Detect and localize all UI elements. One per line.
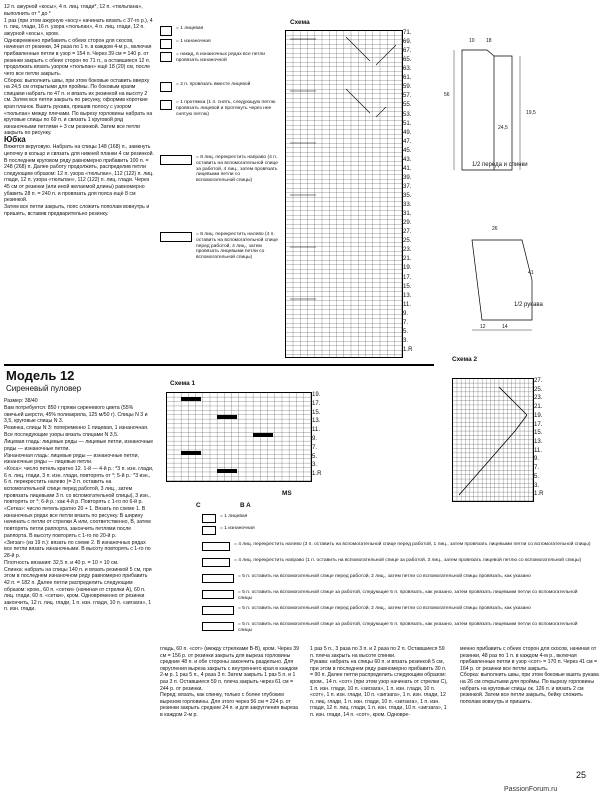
legend-text: = 4 лиц. перекрестить направо (1 п. оставить на вспомогательной спице за работой, 3 лиц., затем провязать лицевой петлю со вспомогательной спицы) (234, 558, 582, 563)
row-number: 25. (534, 385, 543, 393)
legend-item (202, 558, 592, 567)
row-number: 43. (403, 155, 412, 163)
dim-label: 26 (492, 226, 498, 232)
dim-label: 41 (528, 270, 534, 276)
cable-5-back-icon (202, 622, 234, 631)
schema1-chart (166, 392, 312, 482)
legend-item (202, 622, 592, 634)
dim-label: 56 (444, 92, 450, 98)
text-paragraph: Одновременно прибавить с обеих сторон для скосов, начиная от резинки, 34 раза по 1 п. в каждом 4-м р., включая прибавленные петли в узор = 154 п. Через 39 см = 140 р. от резинки закрыть с обеих сторон по 71 п., а оставшиеся 12 п. продолжать вязать узором «тюльпан» ещё 18 (20) см, после чего все петли закрыть. (4, 37, 152, 77)
row-number: 51. (403, 119, 412, 127)
text-paragraph: «Зигзаг» (из 19 п.): вязать по схеме 2. В изнаночных рядах все петли вязать изнаночными. В высоту повторять с 1-го по 28-й р. (4, 539, 151, 559)
cable-left-icon (202, 542, 230, 551)
row-number: 27. (403, 228, 412, 236)
legend-text: = 1 изнаночная (176, 39, 211, 44)
row-number: 15. (403, 282, 412, 290)
yarn-over-icon (160, 52, 172, 62)
row-number: 19. (403, 264, 412, 272)
model12-instructions (4, 398, 154, 613)
row-number: 3. (403, 336, 409, 344)
front-back-caption: 1/2 переда и спинки (472, 162, 528, 168)
row-number: 7. (403, 318, 409, 326)
text-paragraph: Сборка: выполнить швы, при этом боковые оставить вверху на 24,5 см открытыми для проймы. По боковым краям спицами набрать по 47 п. и вязать их резинкой на высоту 2 см. Затем все петли закрыть по рисунку, оформив короткие края планок. Вшить рукава, пришив полосу с узором «тюльпан» между плечами. По вырезу горловины набрать на круговые спицы по 69 п. и связать 1 круговой ряд изнаночными петлями + 3 см резинкой. Затем все петли закрыть по рисунку. (4, 77, 153, 137)
purl-symbol-icon (160, 39, 172, 49)
row-number: 21. (534, 403, 543, 411)
row-number: 31. (403, 210, 412, 218)
legend-item (160, 52, 280, 64)
legend-item (202, 542, 592, 551)
row-number: 1.R (534, 490, 544, 498)
text-column-2 (160, 646, 300, 719)
legend-text: = накид, в изнаночных рядах все петли провязать изнаночной (176, 52, 265, 63)
row-number: 59. (403, 83, 412, 91)
row-number: 7. (312, 443, 318, 451)
arrow-label-ba: B A (240, 502, 251, 509)
row-number: 9. (403, 309, 409, 317)
cable-right-icon (160, 155, 192, 165)
schema2-title: Схема 2 (452, 356, 478, 363)
row-number: 17. (312, 399, 321, 407)
section-divider (4, 364, 434, 366)
text-paragraph: Все последующие узоры вязать спицами N 3,5. (4, 432, 119, 439)
row-number: 13. (534, 438, 543, 445)
row-number: 65. (403, 56, 412, 64)
page-number: 25 (576, 770, 587, 780)
row-number: 35. (403, 192, 412, 199)
text-paragraph: Изнаночная гладь: лицевые ряды — изнаночные петли, изнаночные ряды — лицевые петли. (4, 452, 139, 466)
legend-text: = 2 п. провязать вместе лицевой (176, 82, 251, 87)
row-number: 1.R (312, 470, 322, 478)
row-number: 5. (534, 472, 540, 480)
legend-item (160, 232, 280, 261)
garment-schematic (432, 30, 602, 360)
cable-right-icon (202, 558, 230, 567)
cable-5-front-icon (202, 574, 234, 583)
row-number: 9. (534, 455, 540, 463)
schema2-chart (452, 378, 534, 502)
legend-item (160, 100, 280, 117)
text-paragraph: Размер: 38/40 (4, 398, 38, 404)
chart-grid-svg (286, 31, 402, 357)
row-number: 27. (534, 377, 543, 384)
row-number: 1.R (403, 345, 413, 353)
legend-item (202, 514, 582, 523)
dim-label: 19,5 (526, 110, 536, 116)
row-number: 5. (403, 327, 409, 335)
row-number: 13. (403, 291, 412, 299)
legend-item (202, 574, 592, 583)
legend-item (160, 26, 280, 36)
text-paragraph: «Коса»: число петель кратно 12. 1-й — 4-й р.: *3 п. изн. глади, 6 п. лиц. глади, 3 п. изн. глади, повторять от *; 5-й р.: *3 изн., 6 п. перекрестить налево (= 3 п. оставить на вспомогательной спице перед работой, 3 лиц., затем провязать лицевыми 3 п. со вспомогательной спицы), 3 изн., повторять от *; 6-й р.: как 4-й р. Повторять с 1-го по 6-й р. (4, 466, 154, 506)
slip-stitch-icon (160, 100, 172, 110)
schema-title: Схема (290, 19, 310, 26)
watermark: PassionForum.ru (504, 786, 558, 793)
row-number: 19. (312, 391, 321, 398)
row-number: 45. (403, 146, 412, 154)
dim-label: 14 (502, 324, 508, 330)
row-number: 11. (403, 300, 412, 308)
row-number: 39. (403, 173, 412, 181)
k2tog-icon (160, 82, 172, 92)
row-number: 13. (312, 417, 321, 425)
sweater-instructions (4, 4, 154, 218)
legend-text: = 5 п. оставить на вспомогательной спице перед работой, 2 лиц., затем петли со вспомогательной спицы провязать, как указано (238, 574, 531, 579)
text-paragraph: Резинка, спицы N 3: попеременно 1 лицевая, 1 изнаночная. (4, 425, 149, 432)
row-number: 3. (534, 481, 540, 489)
row-number: 69. (403, 38, 412, 46)
text-column-4 (460, 646, 600, 706)
row-number: 5. (312, 452, 318, 460)
row-number: 9. (312, 435, 318, 442)
legend-item (160, 39, 280, 49)
row-number: 47. (403, 137, 412, 145)
row-number: 7. (534, 464, 540, 472)
schema2-grid-svg (453, 379, 533, 501)
row-number: 11. (534, 446, 543, 454)
legend-text: = 1 изнаночная (220, 526, 255, 531)
row-number: 71. (403, 29, 412, 36)
legend-item (202, 590, 592, 602)
text-paragraph: гладь, 60 п. «сот» (между стрелками В-В), кром. Через 39 см = 156 р. от резинки закрыть для выреза горловины средние 48 п. и обе стороны закончить раздельно. Для округления выреза закрыть с внутреннего края в каждом 2-м р. 1 раз 5 п., 4 раза 3 п. Затем закрыть 1 раз 5 п. и 1 раз 3 п. Оставшиеся 59 п. плеча закрыть через 61 см = 244 р. от резинки. Перед: вязать, как спинку, только с более глубоким вырезом горловины. Для этого через 56 см = 224 р. от резинки закрыть средние 24 п. и для закругления выреза в каждом 2-м р. (160, 646, 299, 718)
row-number: 37. (403, 182, 412, 190)
garment-outline-svg (432, 30, 602, 360)
row-number: 23. (403, 246, 412, 254)
legend-text: = 1 лицевая (220, 514, 248, 519)
row-number: 3. (312, 461, 318, 469)
row-number: 23. (534, 394, 543, 402)
row-number: 15. (534, 429, 543, 437)
text-paragraph: Спинка: набрать на спицы 140 п. и вязать резинкой 5 см, при этом в последнем изнаночном ряду равномерно прибавить 42 п. = 182 п. Далее петли распределить следующим образом: кром., 60 п. «сетки» (начиная от стрелки A), 60 п. лиц. глади, 60 п. «сетки», кром. Одновременно от резинки закончить, 12 п. лиц. глади, 1 п. изн. глади, 10 п. «зигзага», 1 п. изн. глади. (4, 566, 152, 613)
text-column-3 (310, 646, 450, 719)
arrow-label-ms: MS (282, 490, 292, 497)
cable-left-icon (160, 232, 192, 242)
text-paragraph: 1 раз (при этом ажурную «косу» начинать вязать с 37-го р.), 4 п. лиц. глади, 16 п. узора «тюльпан», 4 п. лиц. глади, 12 п. ажурной «косы», кром. (4, 17, 153, 37)
text-paragraph: Вяжется вкруговую. Набрать на спицы 148 (168) п., замкнуть цепочку в кольцо и связать для нижней планки 4 см резинкой. В последнем круговом ряду равномерно прибавить 100 п. = 248 (268) п. Далее работу продолжить, распределив петли следующим образом: 12 п. узора «тюльпан», 112 (122) п. лиц. глади, 12 п. узора «тюльпан», 112 (122) п. лиц. глади. Через 45 см от резинки (или иной желаемой длины) равномерно убавить 28 п. = 240 п. и провязать для пояса ещё 8 см резинкой. (4, 144, 154, 204)
yubka-heading: Юбка (4, 135, 26, 145)
legend-item (160, 82, 280, 92)
dim-label: 10 (469, 38, 475, 44)
text-paragraph: Лицевая гладь: лицевые ряды — лицевые петли, изнаночные ряды — изнаночные петли. (4, 439, 154, 452)
row-number: 19. (534, 411, 543, 419)
text-paragraph: «Сетка»: число петель кратно 20 + 1. Вязать по схеме 1. В изнаночных рядах все петли вязать по рисунку. В ширину начинать с петли от стрелки А или, соответственно, В, затем повторять петли раппорта, закончить петлями после раппорта. В высоту повторять с 1-го по 20-й р. (4, 506, 151, 539)
schema1-grid-svg (167, 393, 311, 481)
legend-text: = 1 протяжка (1 п. снять, следующую петлю провязать лицевой и протянуть через нее снятую петлю) (176, 100, 276, 117)
row-number: 63. (403, 65, 412, 73)
row-number: 17. (534, 420, 543, 428)
arrow-label-c: C (196, 502, 201, 509)
legend-text: = 1 лицевая (176, 26, 204, 31)
row-number: 57. (403, 92, 412, 100)
row-number: 53. (403, 110, 412, 118)
dim-label: 18 (486, 38, 492, 44)
cable-5-back-icon (202, 590, 234, 599)
row-number: 15. (312, 408, 321, 416)
model-title: Модель 12 (6, 368, 75, 383)
sleeve-caption: 1/2 рукава (514, 302, 543, 308)
legend-item (202, 526, 582, 535)
text-paragraph: Вам потребуется: 850 г пряжи сиреневого цвета (55% овечьей шерсти, 45% полиакрила, 125 м/50 г). Спицы N 3 и 3,5, круговые спицы N 3. (4, 404, 148, 425)
knit-symbol-icon (202, 514, 216, 523)
cable-5-front-icon (202, 606, 234, 615)
row-number: 25. (403, 237, 412, 245)
row-number: 11. (312, 426, 321, 434)
row-number: 41. (403, 164, 412, 172)
knitting-chart (285, 30, 403, 358)
legend-text: = 5 п. оставить на вспомогательной спице перед работой, 2 лиц., затем петли со вспомогательной спицы провязать, как указано (238, 606, 531, 611)
row-number: 67. (403, 47, 412, 55)
row-number: 49. (403, 128, 412, 136)
row-number: 29. (403, 219, 412, 227)
row-number: 33. (403, 201, 412, 209)
row-number: 21. (403, 255, 412, 263)
legend-item (160, 155, 280, 184)
text-paragraph: 12 п. ажурной «косы», 4 п. лиц. глади*, 12 п. «тюльпана», выполнить от * до * (4, 4, 143, 17)
legend-text: = 5 п. оставить на вспомогательной спице за работой, следующие 5 п. провязать, как указано, затем провязать лицевыми петли со вспомогательной спицы (238, 622, 578, 633)
text-paragraph: Затем все петли закрыть, пояс сложить пополам вовнутрь и пришить, вставив предварительно резинку. (4, 204, 150, 217)
dim-label: 24,5 (498, 125, 508, 131)
row-number: 61. (403, 74, 412, 82)
row-number: 55. (403, 101, 412, 109)
model-subtitle: Сиреневый пуловер (6, 384, 82, 393)
purl-symbol-icon (202, 526, 216, 535)
legend-text: = 8 лиц. перекрестить налево (4 п. оставить на вспомогательной спице перед работой, 4 лиц., затем провязать лицевыми петли со вспомогательной спицы) (196, 232, 279, 261)
schema1-title: Схема 1 (170, 380, 196, 387)
legend-text: = 8 лиц. перекрестить направо (4 п. оставить на вспомогательной спице за работой, 4 лиц., затем провязать лицевыми петли со вспомогательной спицы) (196, 155, 279, 184)
text-paragraph: Плотность вязания: 32,5 п. и 40 р. = 10 × 10 см. (4, 559, 119, 566)
text-paragraph: 1 раз 5 п., 3 раза по 3 п. и 2 раза по 2 п. Оставшиеся 59 п. плеча закрыть на высоте спинки. Рукава: набрать на спицы 60 п. и вязать резинкой 5 см, при этом в последнем ряду равномерно прибавить 30 п. = 90 п. Далее петли распределить следующим образом: кром., 14 п. «сот» (при этом узор начинать от стрелки C), 1 п. изн. глади, 10 п. «зигзага», 1 п. изн. глади, 10 п. «сот», 1 п. изн. глади, 10 п. «зигзага», 1 п. изн. глади, 12 п. лиц. глади, 1 п. изн. глади, 10 п. «зигзага», 1 п. изн. глади, 12 п. лиц. глади, 1 п. изн. глади, 10 п. «зигзага», 1 п. изн. глади, 14 п. «сот», кром. Одновре- (310, 646, 448, 718)
legend-item (202, 606, 592, 615)
legend-text: = 5 п. оставить на вспомогательной спице за работой, следующие 5 п. провязать, как указано, затем провязать лицевыми петли со вспомогательной спицы (238, 590, 578, 601)
legend-text: = 4 лиц. перекрестить налево (3 п. оставить на вспомогательной спице перед работой, 1 лиц., затем провязать лицевыми петли со вспомогательной спицы) (234, 542, 591, 547)
dim-label: 12 (480, 324, 486, 330)
text-paragraph: менно прибавить с обеих сторон для скосов, начиная от резинки, 48 раз по 1 п. в каждом 4-м р., включая прибавленные петли в узор «сот» = 170 п. Через 41 см = 164 р. от резинки все петли закрыть. Сборка: выполнить швы, при этом боковые вшить рукава на 26 см открытыми для проймы. По вырезу горловины набрать на круговые спицы ок. 126 п. и вязать 2 см резинкой. Затем все петли закрыть, бейку сложить пополам вовнутрь и пришить. (460, 646, 599, 705)
knit-symbol-icon (160, 26, 172, 36)
row-number: 17. (403, 273, 412, 281)
